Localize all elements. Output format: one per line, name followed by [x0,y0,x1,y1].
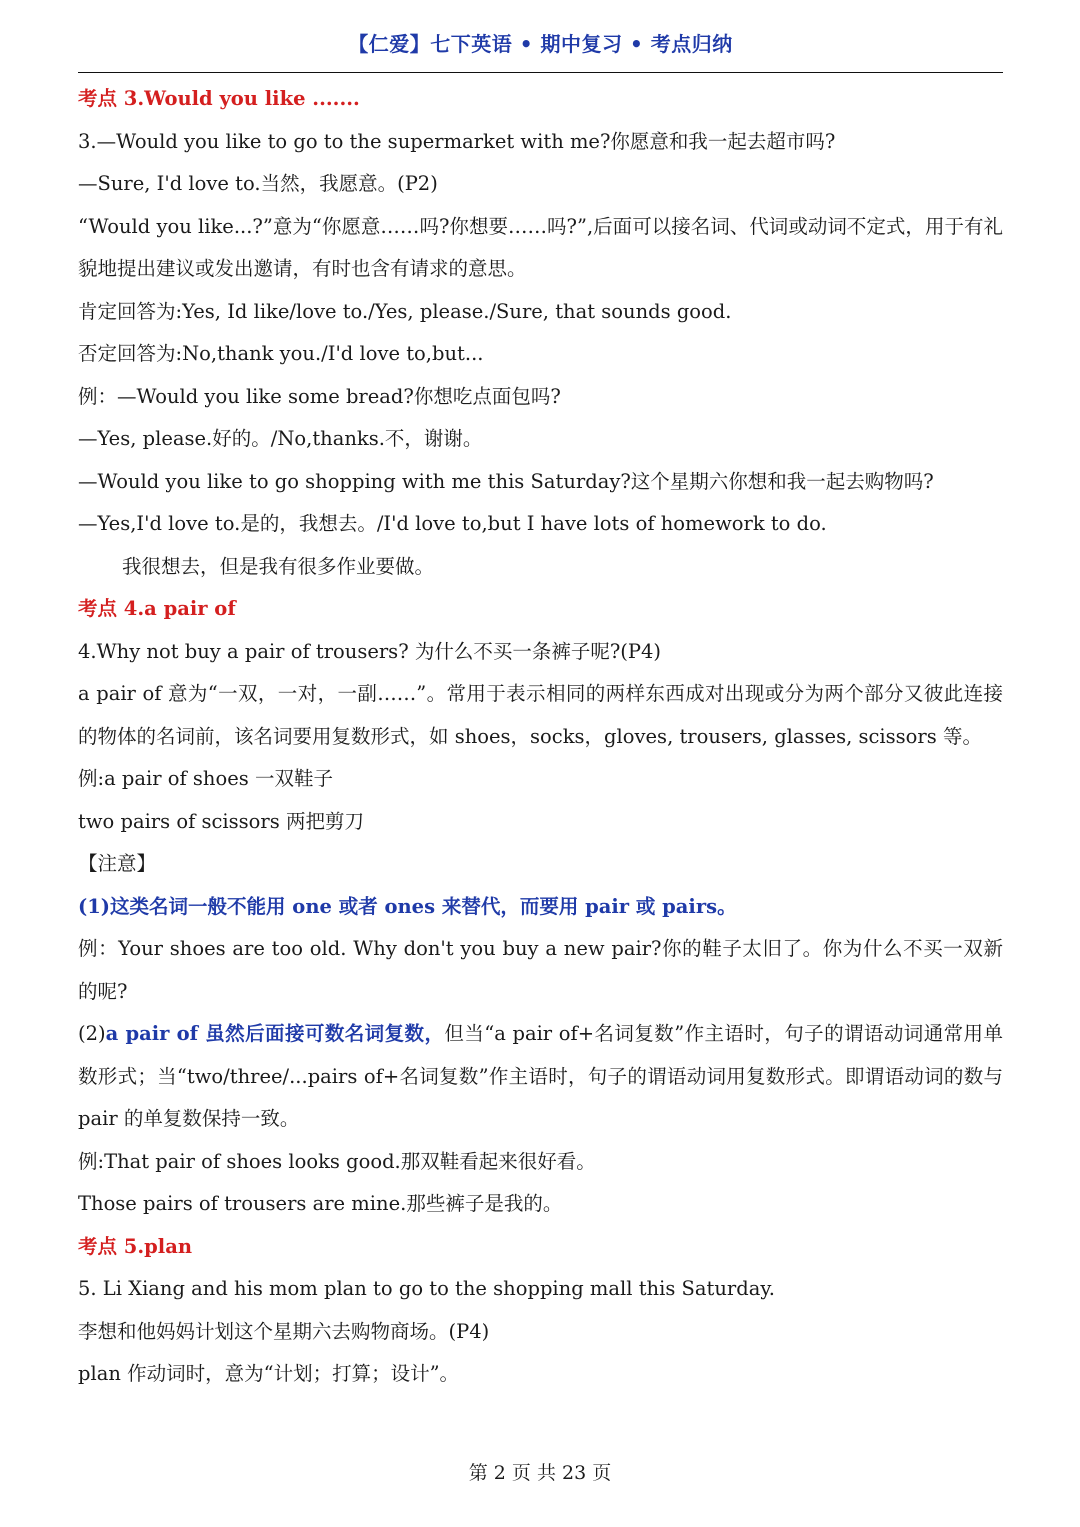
note-2-bold: a pair of 虽然后面接可数名词复数， [105,1022,445,1045]
text-paragraph: a pair of 意为“一双，一对，一副……”。常用于表示相同的两样东西成对出现或分为两个部分又彼此连接的物体的名词前，该名词要用复数形式，如 shoes，socks，gloves, trousers, glasses, scissors 等。 [78,682,1003,748]
page-number: 第 2 页 共 23 页 [468,1462,612,1484]
page-header-title: 【仁爱】七下英语 • 期中复习 • 考点归纳 [348,32,733,56]
text-paragraph: “Would you like...?”意为“你愿意……吗?你想要……吗?”,后面可以接名词、代词或动词不定式，用于有礼貌地提出建议或发出邀请，有时也含有请求的意思。 [78,214,1003,280]
text-line: 3.—Would you like to go to the supermarket with me?你愿意和我一起去超市吗? [78,129,836,153]
text-line: 例:That pair of shoes looks good.那双鞋看起来很好看。 [78,1149,596,1173]
text-line: 例：—Would you like some bread?你想吃点面包吗? [78,384,561,408]
note-1: (1)这类名词一般不能用 one 或者 ones 来替代，而要用 pair 或 pairs。 [78,894,737,918]
text-line: 肯定回答为:Yes, Id like/love to./Yes, please./Sure, that sounds good. [78,299,732,323]
text-line: 例:a pair of shoes 一双鞋子 [78,767,333,790]
note-label: 【注意】 [78,852,157,875]
header-divider [78,72,1003,73]
text-line: plan 作动词时，意为“计划；打算；设计”。 [78,1362,460,1385]
text-line: two pairs of scissors 两把剪刀 [78,809,364,833]
text-line: 4.Why not buy a pair of trousers? 为什么不买一条裤子呢?(P4) [78,639,662,663]
section-heading-5: 考点 5.plan [78,1234,193,1258]
text-line: —Sure, I'd love to.当然，我愿意。(P2) [78,172,438,195]
note-2-prefix: (2) [78,1022,106,1045]
note-2 [78,1013,1003,1141]
text-line: —Would you like to go shopping with me this Saturday?这个星期六你想和我一起去购物吗? [78,469,934,493]
text-line: —Yes, please.好的。/No,thanks.不，谢谢。 [78,427,483,450]
text-paragraph: 例：Your shoes are too old. Why don't you buy a new pair?你的鞋子太旧了。你为什么不买一双新的呢? [78,937,1003,1003]
document-body [78,78,1003,1396]
text-line: —Yes,I'd love to.是的，我想去。/I'd love to,but I have lots of homework to do. [78,512,827,535]
section-heading-4: 考点 4.a pair of [78,597,236,620]
section-heading-3: 考点 3.Would you like ....... [78,87,360,110]
text-line: 李想和他妈妈计划这个星期六去购物商场。(P4) [78,1319,490,1343]
text-line: 我很想去，但是我有很多作业要做。 [122,554,435,578]
text-line: 5. Li Xiang and his mom plan to go to the shopping mall this Saturday. [78,1277,775,1300]
note-2-rest: 但当“a pair of+名词复数”作主语时，句子的谓语动词通常用单数形式；当“two/three/...pairs of+名词复数”作主语时，句子的谓语动词用复数形式。即谓语动词的数与 pair 的单复数保持一致。 [78,1022,1003,1130]
text-line: 否定回答为:No,thank you./I'd love to,but... [78,342,484,365]
text-line: Those pairs of trousers are mine.那些裤子是我的。 [78,1192,563,1215]
